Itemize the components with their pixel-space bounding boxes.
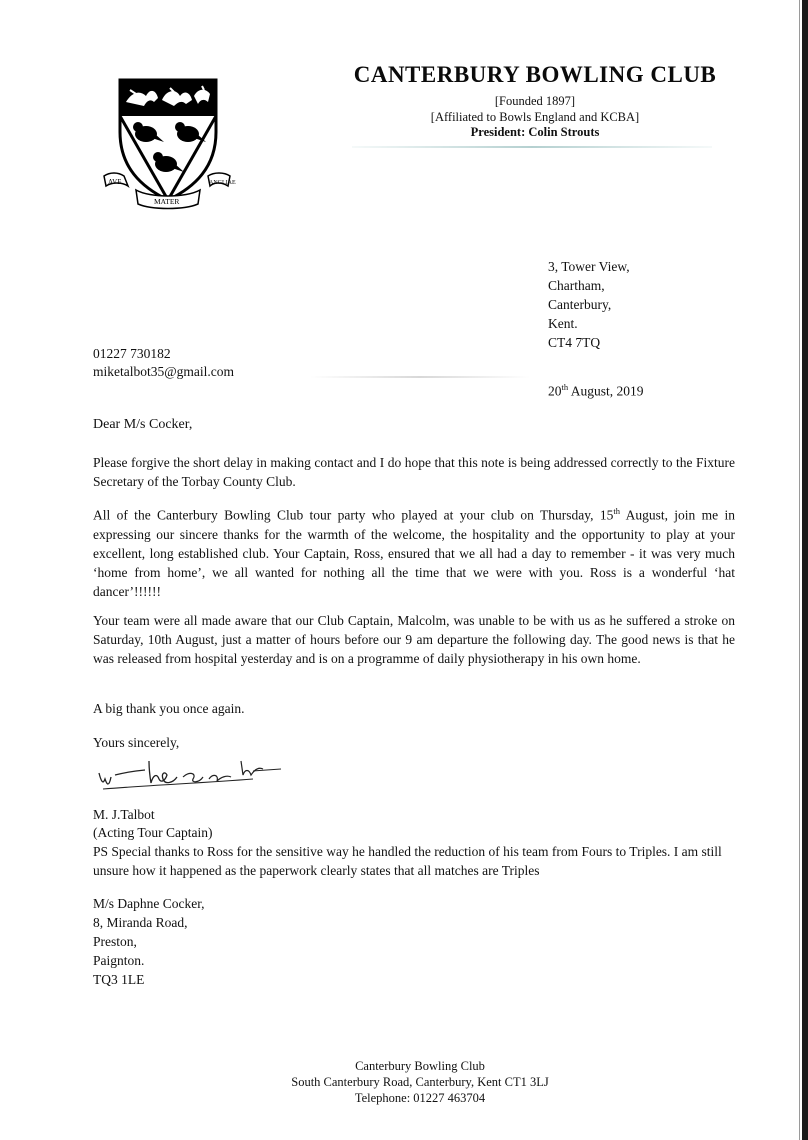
footer-telephone: Telephone: 01227 463704 <box>354 1091 486 1105</box>
sender-address <box>548 257 630 352</box>
date-suffix: th <box>561 382 569 392</box>
scan-edge-border <box>802 0 808 1140</box>
body-paragraph-2 <box>93 502 735 601</box>
recipient-line: Preston, <box>93 934 137 949</box>
handwritten-signature <box>93 755 293 803</box>
letter-date <box>548 382 644 400</box>
sender-contact <box>93 345 234 381</box>
recipient-line: M/s Daphne Cocker, <box>93 896 205 911</box>
body-paragraph-4: A big thank you once again. <box>93 701 245 716</box>
recipient-address <box>93 894 205 989</box>
address-line: Kent. <box>548 316 578 331</box>
footer-address: South Canterbury Road, Canterbury, Kent CT1 3LJ <box>291 1075 549 1089</box>
signoff: Yours sincerely, <box>93 735 180 750</box>
crest-motto-center: MATER <box>154 197 180 206</box>
affiliation-line: [Affiliated to Bowls England and KCBA] <box>430 110 640 124</box>
paragraph-2-superscript: th <box>613 506 620 516</box>
signer-role: (Acting Tour Captain) <box>93 825 213 840</box>
crest-motto-right: ANGLIAE <box>209 180 236 186</box>
date-rest: August, 2019 <box>568 383 644 399</box>
salutation: Dear M/s Cocker, <box>93 417 193 432</box>
letter-footer <box>230 1058 610 1106</box>
date-day: 20 <box>548 383 562 399</box>
body-paragraph-1: Please forgive the short delay in making contact and I do hope that this note is being addressed correctly to the Fixture Secretary of the Torbay County Club. <box>93 455 735 489</box>
president-line: President: Colin Strouts <box>470 125 600 139</box>
signer-block <box>93 806 213 842</box>
paragraph-2-start: All of the Canterbury Bowling Club tour party who played at your club on Thursday, 15 <box>93 507 614 523</box>
phone-number: 01227 730182 <box>93 346 171 361</box>
recipient-line: Paignton. <box>93 953 145 968</box>
paragraph-2-end: August, join me in expressing our sincere thanks for the warmth of the welcome, the hospitality and the opportunity to play at your excellent, long established club. Your Captain, Ross, ensured that we all had a day to remember - it was very much ‘home from home’, we all wanted for nothing all the time that we were with you. Ross is a wonderful ‘hat dancer’!!!!!! <box>93 507 735 599</box>
body-paragraph-3: Your team were all made aware that our Club Captain, Malcolm, was unable to be with us as he suffered a stroke on Saturday, 10th August, just a matter of hours before our 9 am departure the following day. The good news is that he was released from hospital yesterday and is on a programme of daily physiotherapy in his own home. <box>93 613 735 666</box>
club-crest-logo <box>100 72 236 212</box>
address-line: 3, Tower View, <box>548 259 630 274</box>
recipient-line: 8, Miranda Road, <box>93 915 188 930</box>
recipient-line: TQ3 1LE <box>93 972 145 987</box>
crest-motto-left: AVE <box>108 178 122 186</box>
club-name-heading: CANTERBURY BOWLING CLUB <box>353 62 717 87</box>
founded-line: [Founded 1897] <box>494 94 576 108</box>
postscript: PS Special thanks to Ross for the sensitive way he handled the reduction of his team from Fours to Triples. I am still unsure how it happened as the paperwork clearly states that all matches are Triples <box>93 844 722 878</box>
header-divider <box>352 146 712 148</box>
address-line: Canterbury, <box>548 297 612 312</box>
scan-faint-rule <box>310 376 530 378</box>
address-line: Chartham, <box>548 278 605 293</box>
footer-club-name: Canterbury Bowling Club <box>355 1059 485 1073</box>
email-address: miketalbot35@gmail.com <box>93 364 235 379</box>
scan-edge-line <box>799 0 800 1140</box>
signer-name: M. J.Talbot <box>93 807 155 822</box>
address-line: CT4 7TQ <box>548 335 601 350</box>
